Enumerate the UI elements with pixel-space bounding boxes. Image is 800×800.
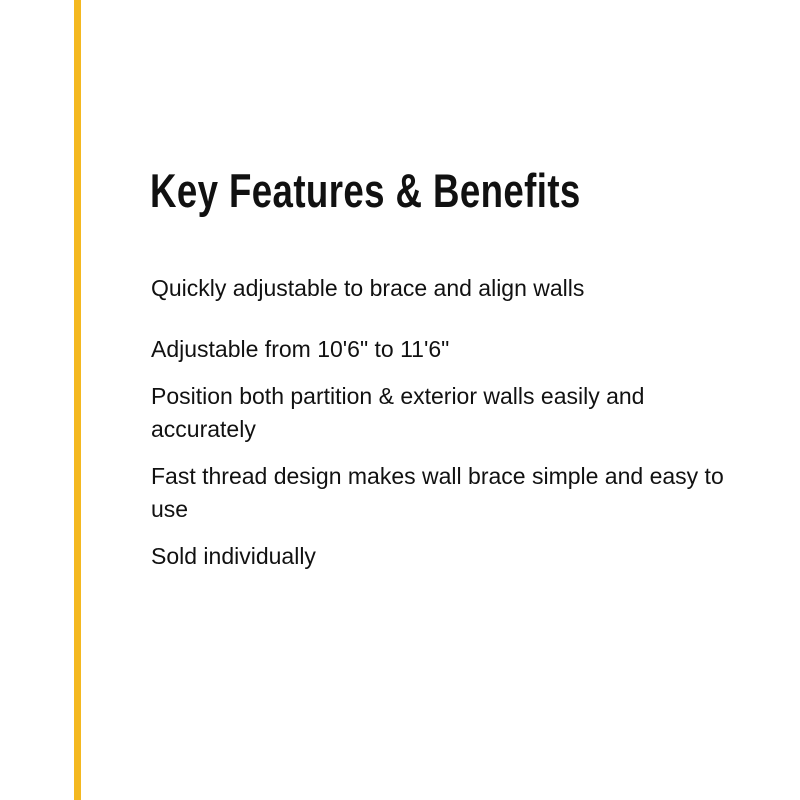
list-item: Position both partition & exterior walls easily and accurately	[151, 383, 645, 442]
list-item: Sold individually	[151, 543, 316, 569]
list-item: Fast thread design makes wall brace simple and easy to use	[151, 463, 724, 522]
list-item: Quickly adjustable to brace and align walls	[151, 275, 585, 301]
list-item: Adjustable from 10'6" to 11'6"	[151, 336, 450, 362]
page-title: Key Features & Benefits	[150, 164, 581, 217]
accent-bar	[74, 0, 81, 800]
feature-list	[151, 272, 731, 587]
